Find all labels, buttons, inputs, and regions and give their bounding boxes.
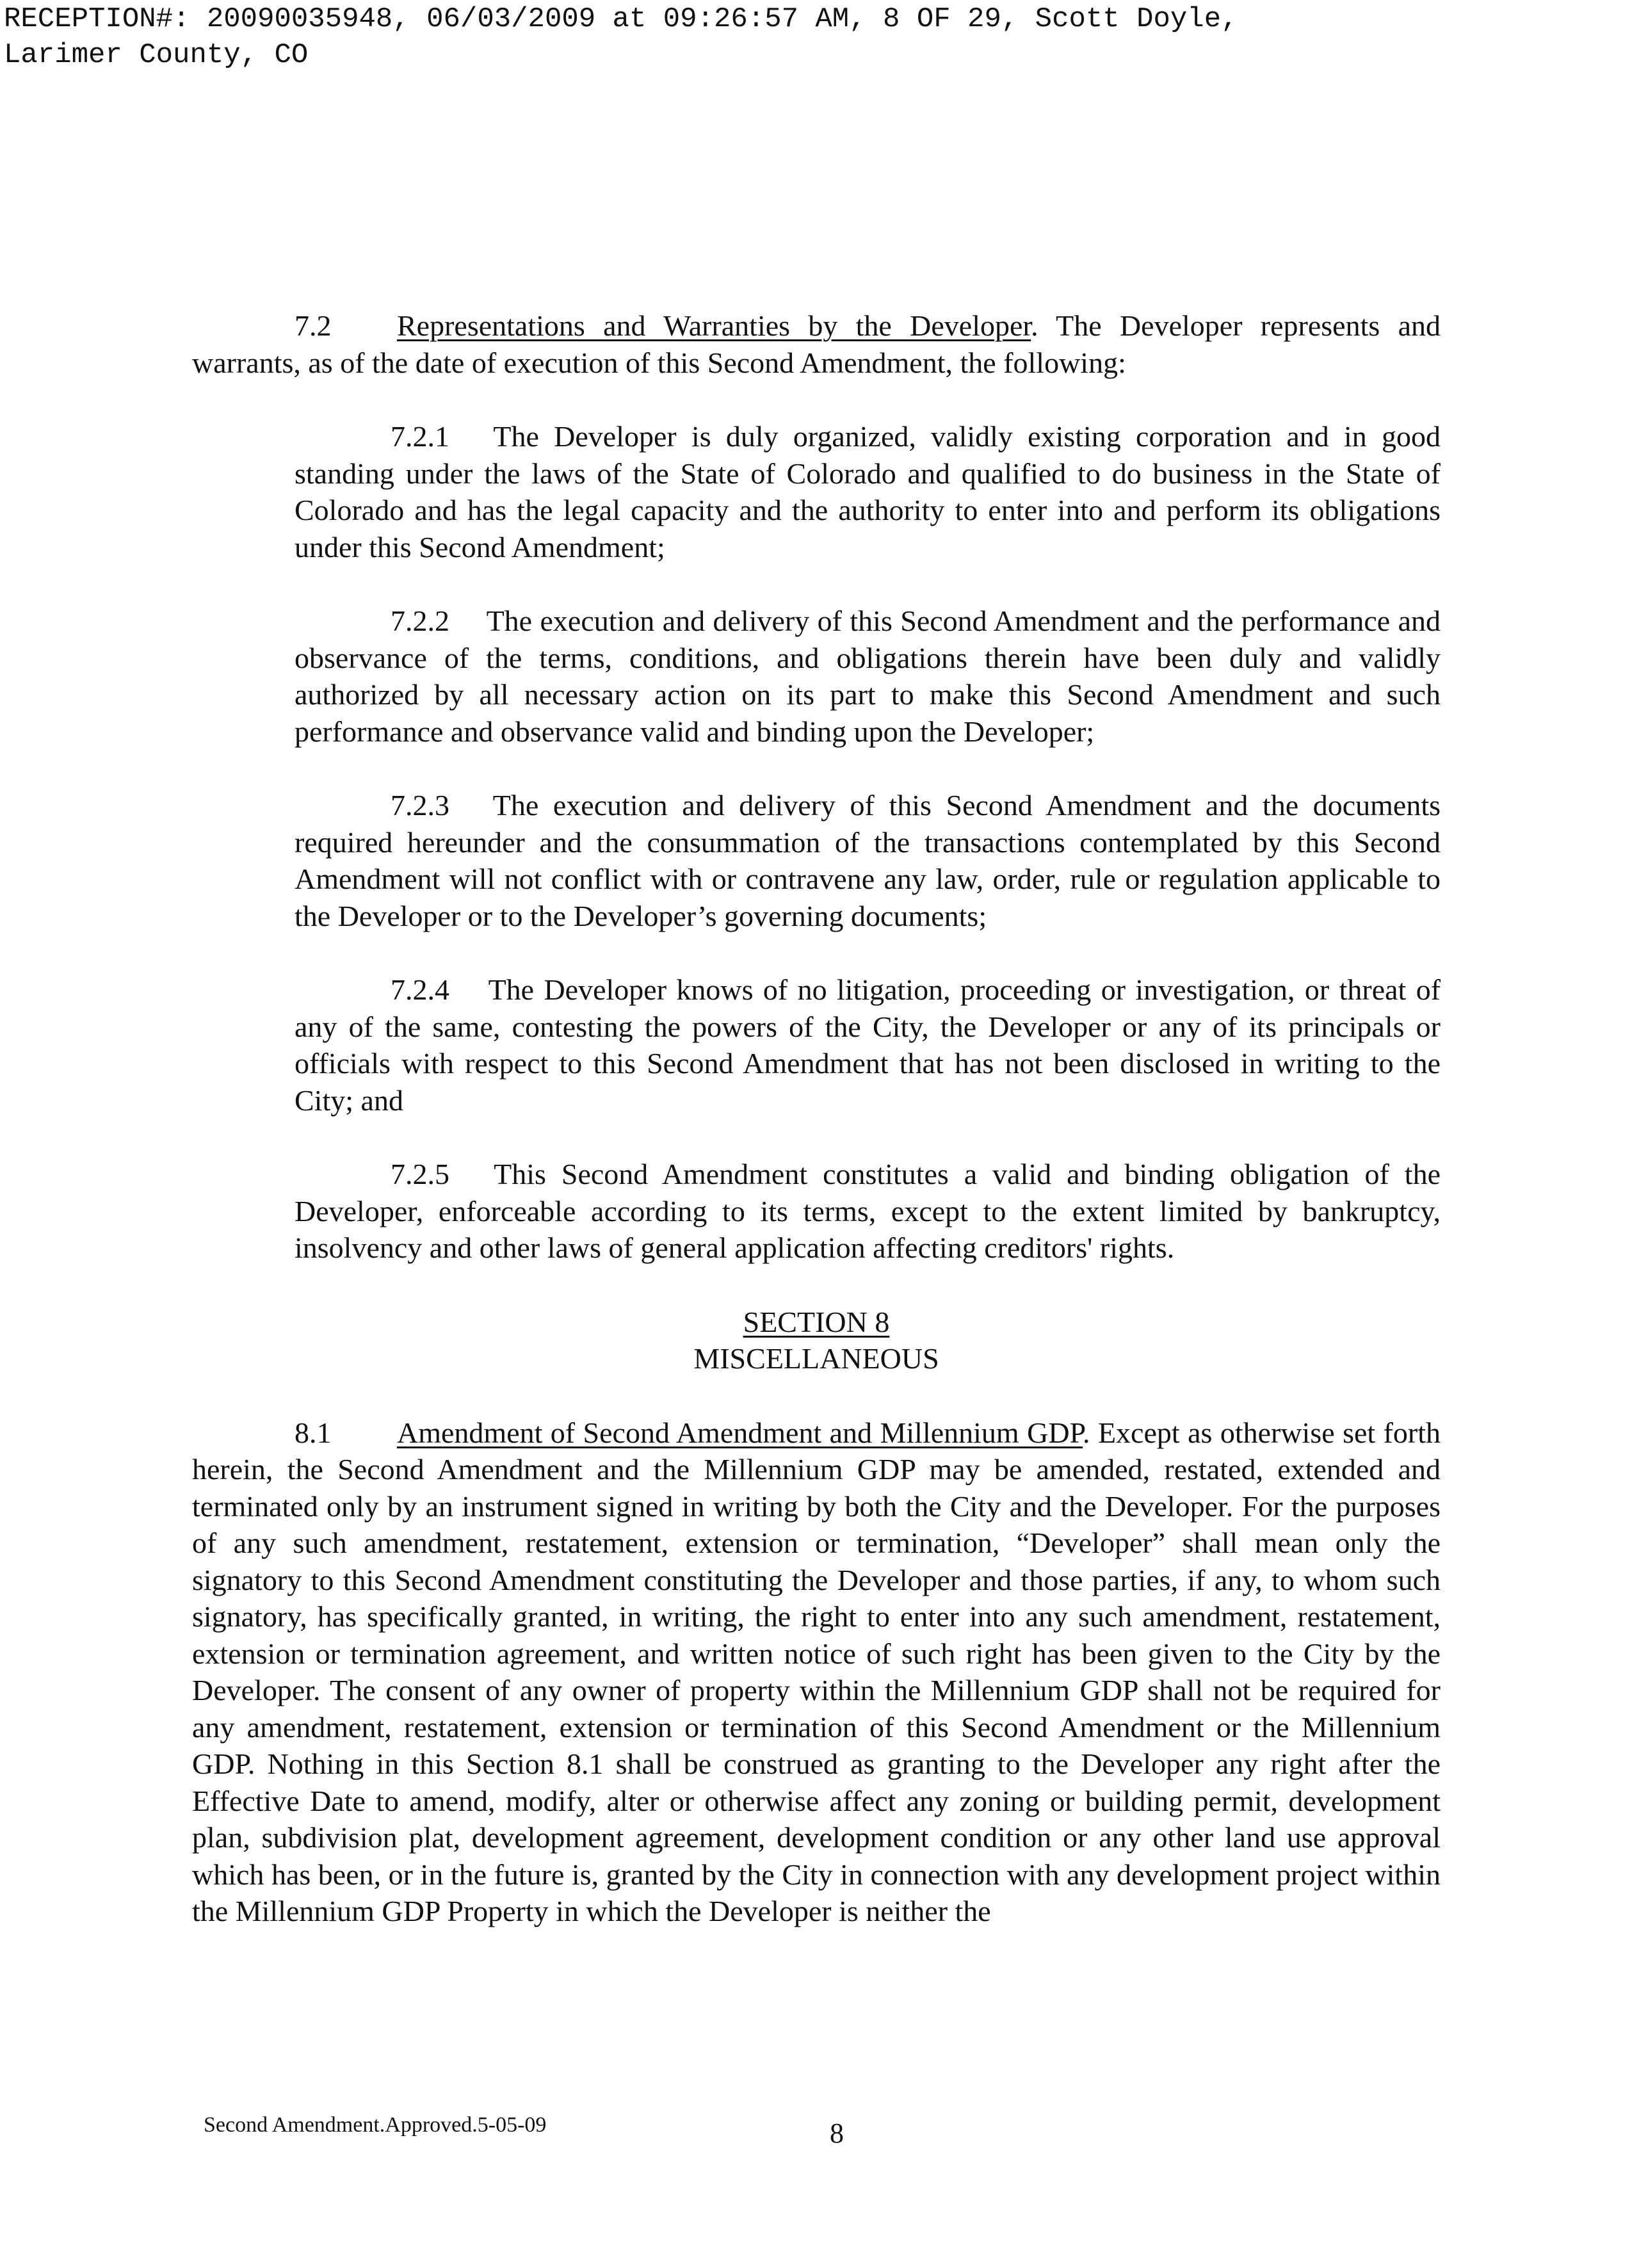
- paragraph-number: 7.2.1: [391, 420, 449, 453]
- paragraph-7-2-3: [295, 787, 1441, 934]
- paragraph-text: The execution and delivery of this Second Amendment and the documents required hereunder and the consummation of the transactions contemplated by this Second Amendment will not conflict with or contravene any law, order, rule or regulation applicable to the Developer or to the Developer’s governing documents;: [295, 789, 1441, 932]
- paragraph-heading: Amendment of Second Amendment and Millennium GDP: [397, 1416, 1083, 1449]
- paragraph-number: 7.2.5: [391, 1158, 449, 1190]
- paragraph-7-2-2: [295, 603, 1441, 750]
- paragraph-7-2-4: [295, 971, 1441, 1119]
- section-8-heading: [192, 1304, 1441, 1377]
- paragraph-text: The Developer knows of no litigation, proceeding or investigation, or threat of any of the same, contesting the powers of the City, the Developer or any of its principals or officials with respect to this Second Amendment that has not been disclosed in writing to the City; and: [295, 973, 1441, 1117]
- paragraph-text: . Except as otherwise set forth herein, the Second Amendment and the Millennium GDP may be amended, restated, extended and terminated only by an instrument signed in writing by both the City and the Developer. For the purposes of any such amendment, restatement, extension or termination, “Developer” shall mean only the signatory to this Second Amendment constituting the Developer and those parties, if any, to whom such signatory, has specifically granted, in writing, the right to enter into any such amendment, restatement, extension or termination agreement, and written notice of such right has been given to the City by the Developer. The consent of any owner of property within the Millennium GDP shall not be required for any amendment, restatement, extension or termination of this Second Amendment or the Millennium GDP. Nothing in this Section 8.1 shall be construed as granting to the Developer any right after the Effective Date to amend, modify, alter or otherwise affect any zoning or building permit, development plan, subdivision plat, development agreement, development condition or any other land use approval which has been, or in the future is, granted by the City in connection with any development project within the Millennium GDP Property in which the Developer is neither the: [192, 1416, 1441, 1927]
- paragraph-number: 8.1: [295, 1416, 332, 1449]
- footer-document-name: Second Amendment.Approved.5-05-09: [204, 2113, 547, 2137]
- paragraph-text: . The Developer represents and warrants, as of the date of execution of this Second Amendment, the following:: [192, 309, 1441, 379]
- paragraph-text: The execution and delivery of this Second Amendment and the performance and observance of the terms, conditions, and obligations therein have been duly and validly authorized by all necessary action on its part to make this Second Amendment and such performance and observance valid and binding upon the Developer;: [295, 604, 1441, 748]
- paragraph-number: 7.2: [295, 309, 332, 342]
- document-body: [192, 307, 1441, 1930]
- section-title-heading: MISCELLANEOUS: [693, 1342, 939, 1375]
- paragraph-7-2-5: [295, 1156, 1441, 1267]
- paragraph-number: 7.2.3: [391, 789, 449, 822]
- paragraph-text: The Developer is duly organized, validly existing corporation and in good standing under the laws of the State of Colorado and qualified to do business in the State of Colorado and has the legal capacity and the authority to enter into and perform its obligations under this Second Amendment;: [295, 420, 1441, 563]
- paragraph-7-2: [192, 307, 1441, 381]
- paragraph-7-2-1: [295, 418, 1441, 565]
- paragraph-number: 7.2.4: [391, 973, 449, 1006]
- recording-stamp-line-1: RECEPTION#: 20090035948, 06/03/2009 at 09:26:57 AM, 8 OF 29, Scott Doyle,: [4, 3, 1238, 35]
- recording-stamp-line-2: Larimer County, CO: [4, 39, 309, 71]
- paragraph-8-1: [192, 1414, 1441, 1930]
- footer-page-number: 8: [830, 2118, 844, 2149]
- paragraph-text: This Second Amendment constitutes a valid and binding obligation of the Developer, enforceable according to its terms, except to the extent limited by bankruptcy, insolvency and other laws of general application affecting creditors' rights.: [295, 1158, 1441, 1264]
- section-number-heading: SECTION 8: [743, 1305, 890, 1338]
- paragraph-heading: Representations and Warranties by the Developer: [397, 309, 1031, 342]
- paragraph-number: 7.2.2: [391, 604, 449, 637]
- recording-stamp: [4, 1, 1238, 73]
